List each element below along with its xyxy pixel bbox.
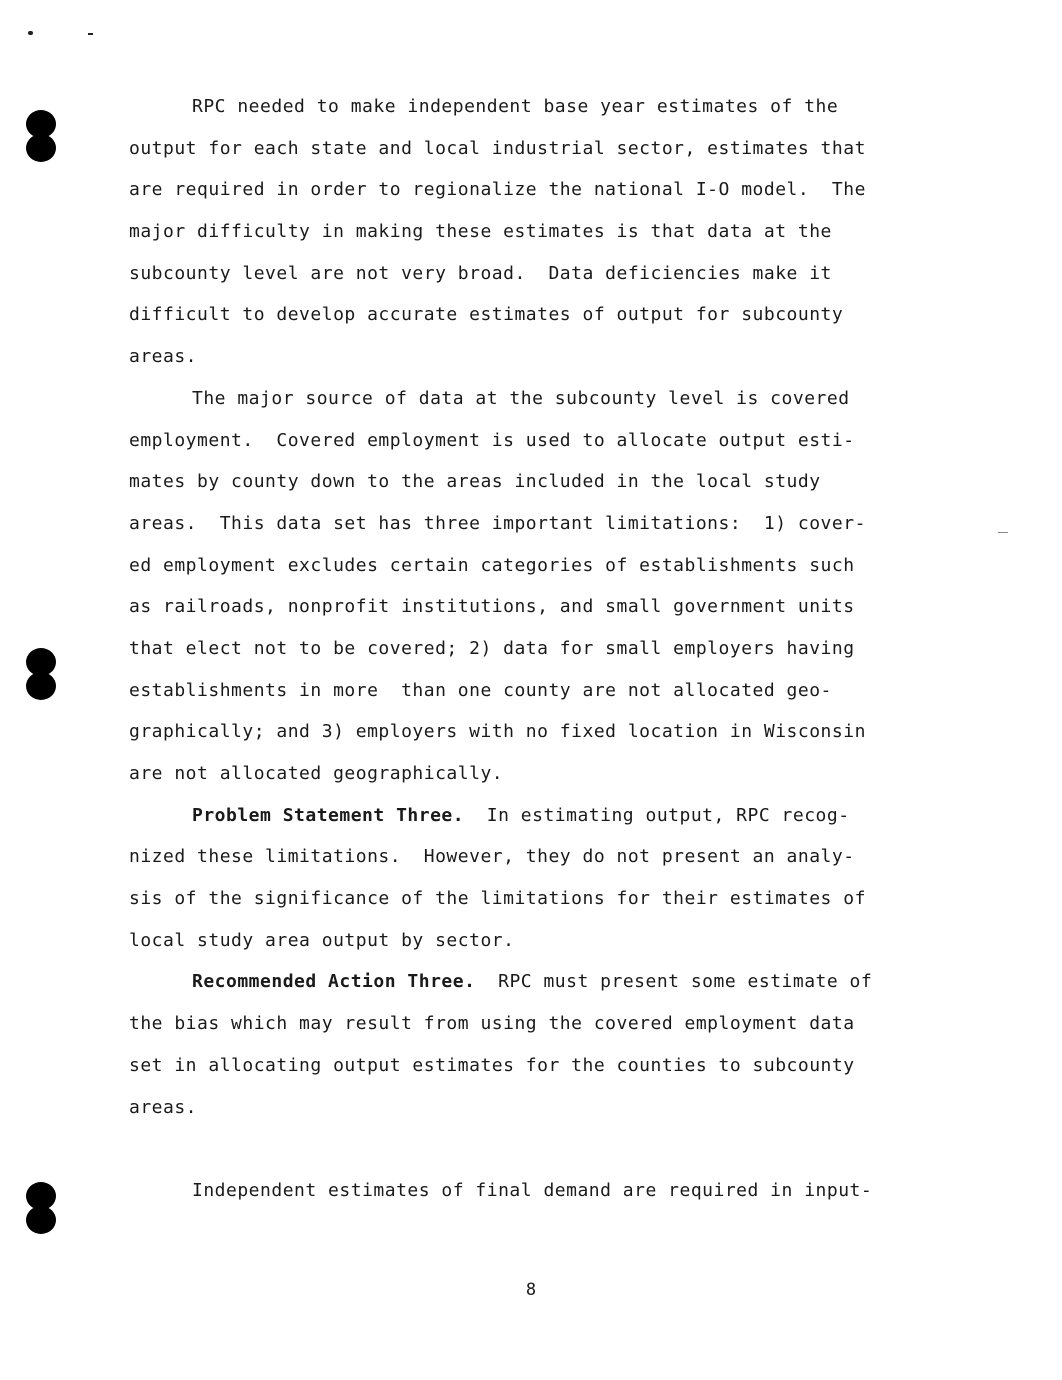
line-text: the bias which may result from using the covered employment data — [129, 1013, 855, 1035]
text-line — [129, 336, 951, 378]
line-text: RPC needed to make independent base year estimates of the — [192, 96, 839, 117]
binder-hole — [24, 648, 58, 700]
section-heading: Problem Statement Three. — [192, 804, 465, 826]
text-line — [129, 1045, 951, 1087]
line-text: nized these limitations. However, they do not present an analy- — [129, 846, 855, 868]
text-line — [129, 169, 951, 211]
text-line — [129, 294, 951, 336]
paragraph-gap — [129, 1128, 951, 1170]
line-text: graphically; and 3) employers with no fixed location in Wisconsin — [129, 721, 866, 743]
line-text: establishments in more than one county are not allocated geo- — [129, 679, 832, 701]
line-text: output for each state and local industrial sector, estimates that — [129, 137, 866, 159]
text-line — [129, 586, 951, 628]
text-line — [129, 420, 951, 462]
text-line — [129, 211, 951, 253]
text-line — [129, 878, 951, 920]
text-line — [129, 545, 951, 587]
text-line — [129, 628, 951, 670]
line-text: are required in order to regionalize the national I-O model. The — [129, 179, 866, 201]
text-line — [129, 1170, 951, 1212]
line-text: local study area output by sector. — [129, 929, 515, 951]
line-text: major difficulty in making these estimates is that data at the — [129, 221, 832, 243]
line-text: as railroads, nonprofit institutions, and small government units — [129, 596, 855, 618]
text-line — [129, 128, 951, 170]
scan-speck — [998, 532, 1008, 533]
line-text: ed employment excludes certain categories of establishments such — [129, 554, 855, 576]
line-text: are not allocated geographically. — [129, 763, 504, 784]
line-text: that elect not to be covered; 2) data for small employers having — [129, 637, 855, 659]
text-line — [129, 461, 951, 503]
text-line — [129, 920, 951, 962]
text-line — [129, 670, 951, 712]
scan-speck — [88, 33, 93, 35]
text-line — [129, 86, 951, 128]
line-text: areas. — [129, 346, 198, 368]
line-text: RPC must present some estimate of — [475, 971, 873, 993]
line-text: difficult to develop accurate estimates of output for subcounty — [129, 304, 844, 326]
text-line — [129, 836, 951, 878]
line-text: Independent estimates of final demand are required in input- — [192, 1179, 873, 1201]
text-line — [129, 711, 951, 753]
text-line — [129, 753, 951, 795]
text-line — [129, 961, 951, 1003]
text-line — [129, 1087, 951, 1129]
scan-speck — [28, 31, 33, 35]
text-line — [129, 1003, 951, 1045]
line-text: sis of the significance of the limitations for their estimates of — [129, 888, 866, 910]
line-text: In estimating output, RPC recog- — [464, 804, 850, 826]
line-text: mates by county down to the areas included in the local study — [129, 471, 821, 493]
text-line — [129, 503, 951, 545]
line-text: areas. This data set has three important limitations: 1) cover- — [129, 512, 866, 534]
body-text — [129, 86, 951, 1212]
text-line — [129, 795, 951, 837]
line-text: employment. Covered employment is used to allocate output esti- — [129, 429, 855, 451]
line-text: set in allocating output estimates for the counties to subcounty — [129, 1054, 855, 1076]
line-text: The major source of data at the subcounty level is covered — [192, 387, 850, 409]
text-line — [129, 378, 951, 420]
page-number: 8 — [525, 1280, 537, 1300]
line-text: areas. — [129, 1096, 198, 1118]
line-text: subcounty level are not very broad. Data deficiencies make it — [129, 262, 832, 284]
binder-hole — [24, 110, 58, 162]
binder-hole — [24, 1182, 58, 1234]
section-heading: Recommended Action Three. — [192, 971, 476, 993]
text-line — [129, 253, 951, 295]
